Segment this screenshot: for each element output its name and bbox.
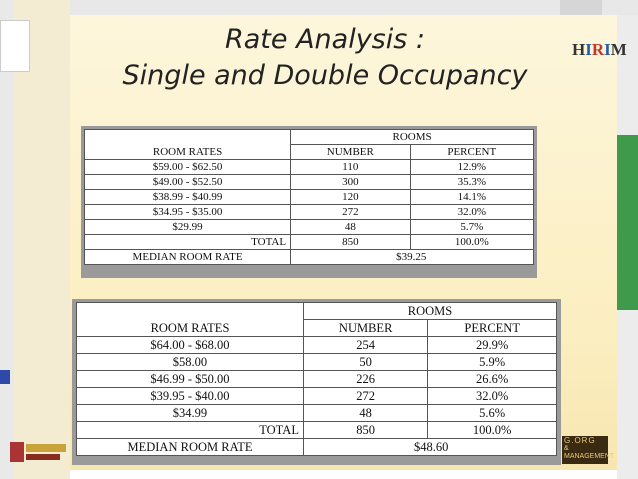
table-row: $59.00 - $62.50 110 12.9%: [85, 160, 534, 175]
table-row: $58.00 50 5.9%: [77, 354, 557, 371]
deco-block-blue: [0, 370, 10, 384]
table-row: $34.99 48 5.6%: [77, 405, 557, 422]
rooms-header: ROOMS: [303, 303, 556, 320]
table-row: $39.95 - $40.00 272 32.0%: [77, 388, 557, 405]
col-number: NUMBER: [303, 320, 427, 337]
median-row: MEDIAN ROOM RATE $48.60: [77, 439, 557, 456]
slide-title: [70, 22, 580, 94]
deco-block-left-white: [0, 20, 30, 72]
title-line-2: Single and Double Occupancy: [122, 60, 528, 91]
table-row: $29.99 48 5.7%: [85, 220, 534, 235]
deco-block-top-right: [560, 0, 602, 15]
total-row: TOTAL 850 100.0%: [85, 235, 534, 250]
table-row: $46.99 - $50.00 226 26.6%: [77, 371, 557, 388]
rooms-header: ROOMS: [291, 130, 534, 145]
col-room-rates: ROOM RATES: [77, 320, 304, 337]
median-row: MEDIAN ROOM RATE $39.25: [85, 250, 534, 265]
hrim-logo: HIRIM: [572, 40, 627, 59]
deco-block-green: [617, 135, 638, 310]
col-number: NUMBER: [291, 145, 410, 160]
title-line-1: Rate Analysis :: [224, 24, 425, 55]
table-row: $49.00 - $52.50 300 35.3%: [85, 175, 534, 190]
hospitality-logo: G.ORG & MANAGEMENT: [562, 436, 608, 464]
table-double-occupancy: [76, 302, 557, 456]
col-percent: PERCENT: [410, 145, 533, 160]
table-row: $64.00 - $68.00 254 29.9%: [77, 337, 557, 354]
university-logo: [10, 438, 72, 468]
total-row: TOTAL 850 100.0%: [77, 422, 557, 439]
table-row: $38.99 - $40.99 120 14.1%: [85, 190, 534, 205]
university-crest-icon: [10, 438, 70, 466]
table-single-occupancy: [84, 129, 534, 265]
table-row: $34.95 - $35.00 272 32.0%: [85, 205, 534, 220]
col-room-rates: ROOM RATES: [85, 145, 291, 160]
col-percent: PERCENT: [428, 320, 557, 337]
deco-block-top-gray: [70, 0, 638, 15]
